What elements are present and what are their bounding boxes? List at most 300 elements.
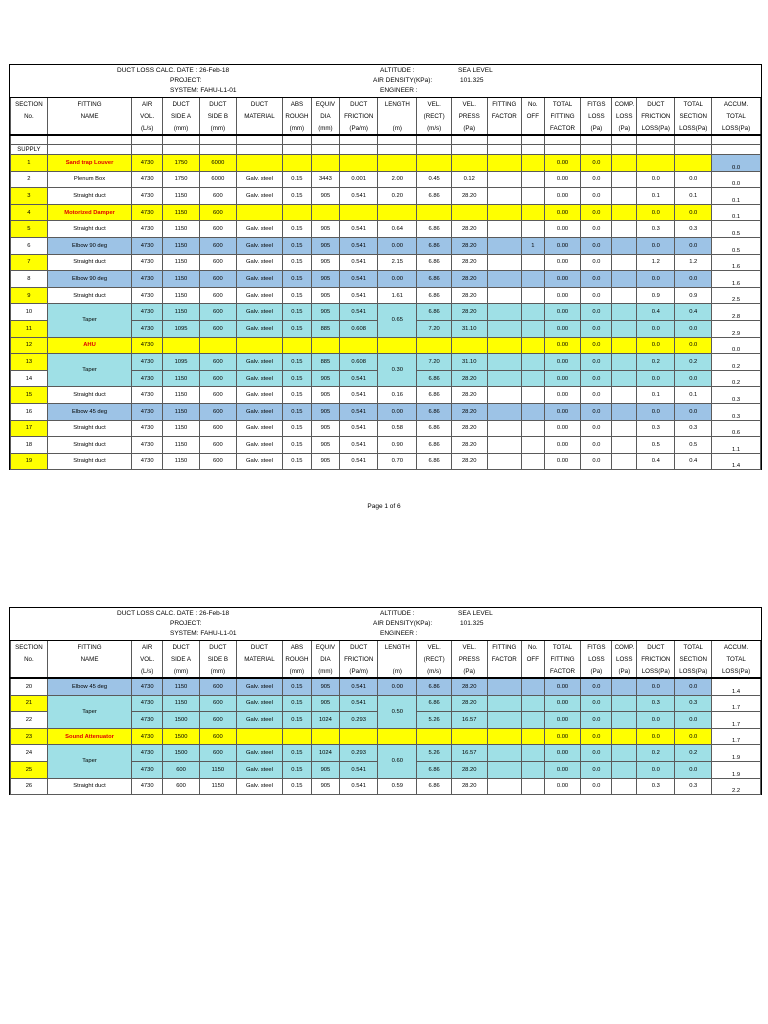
cell-velocity[interactable]: 6.86 [417,370,451,387]
cell-equiv-dia[interactable]: 905 [311,304,340,321]
cell-velocity-press[interactable]: 16.57 [451,712,487,729]
cell-equiv-dia[interactable]: 905 [311,237,340,254]
cell-total-fitting-factor[interactable]: 0.00 [544,420,581,437]
cell-duct-friction-loss[interactable]: 0.0 [637,337,675,354]
cell-no-off[interactable] [522,320,545,337]
cell-total-section-loss[interactable]: 0.0 [675,237,712,254]
cell-total-section-loss[interactable]: 0.0 [675,204,712,221]
cell-accum-total-loss[interactable]: 1.9 [712,761,761,778]
cell-duct-friction[interactable]: 0.541 [340,453,378,470]
cell-velocity-press[interactable]: 28.20 [451,221,487,238]
cell-equiv-dia[interactable]: 885 [311,320,340,337]
cell-section-no[interactable]: 4 [11,204,48,221]
cell-velocity-press[interactable]: 28.20 [451,370,487,387]
cell-velocity[interactable] [417,204,451,221]
cell-total-section-loss[interactable]: 0.3 [675,778,712,795]
cell-accum-total-loss[interactable]: 1.4 [712,453,761,470]
cell-total-section-loss[interactable] [675,155,712,172]
cell-abs-roughness[interactable]: 0.15 [283,354,312,371]
cell-duct-friction[interactable] [340,728,378,745]
cell-duct-friction-loss[interactable]: 1.2 [637,254,675,271]
cell-fitting-name[interactable]: Elbow 45 deg [47,678,131,695]
cell-velocity-press[interactable]: 28.20 [451,695,487,712]
cell-length[interactable] [378,155,417,172]
cell-section-no[interactable]: 24 [11,745,48,762]
cell-fitting-factor[interactable] [487,221,521,238]
cell-section-no[interactable]: 16 [11,403,48,420]
cell-velocity[interactable]: 6.86 [417,287,451,304]
cell-accum-total-loss[interactable]: 0.2 [712,370,761,387]
cell-total-fitting-factor[interactable]: 0.00 [544,155,581,172]
cell-total-section-loss[interactable]: 0.4 [675,304,712,321]
cell-accum-total-loss[interactable]: 1.4 [712,678,761,695]
cell-duct-side-a[interactable]: 1500 [163,712,200,729]
cell-duct-material[interactable]: Galv. steel [236,304,282,321]
cell-section-no[interactable]: 10 [11,304,48,321]
cell-duct-side-b[interactable]: 1150 [199,778,236,795]
cell-velocity-press[interactable]: 28.20 [451,304,487,321]
cell-duct-friction-loss[interactable]: 0.0 [637,403,675,420]
cell-accum-total-loss[interactable]: 0.2 [712,354,761,371]
cell-equiv-dia[interactable]: 905 [311,453,340,470]
cell-velocity[interactable]: 6.86 [417,695,451,712]
cell-velocity[interactable]: 7.20 [417,354,451,371]
cell-no-off[interactable] [522,188,545,205]
cell-abs-roughness[interactable]: 0.15 [283,370,312,387]
cell-air-volume[interactable]: 4730 [132,403,163,420]
cell-fitting-factor[interactable] [487,320,521,337]
cell-total-section-loss[interactable]: 0.9 [675,287,712,304]
cell-fitting-factor[interactable] [487,271,521,288]
cell-fitting-factor[interactable] [487,370,521,387]
cell-section-no[interactable]: 7 [11,254,48,271]
cell-length[interactable]: 2.15 [378,254,417,271]
cell-total-section-loss[interactable]: 0.2 [675,745,712,762]
cell-duct-side-b[interactable]: 600 [199,745,236,762]
cell-duct-side-a[interactable]: 600 [163,778,200,795]
cell-total-section-loss[interactable]: 0.5 [675,437,712,454]
cell-air-volume[interactable]: 4730 [132,728,163,745]
cell-total-section-loss[interactable]: 0.4 [675,453,712,470]
cell-fittings-loss[interactable]: 0.0 [581,171,612,188]
cell-comp-loss[interactable] [612,155,637,172]
cell-total-section-loss[interactable]: 0.0 [675,337,712,354]
cell-duct-material[interactable]: Galv. steel [236,761,282,778]
cell-fitting-name[interactable]: Sound Attenuator [47,728,131,745]
cell-velocity[interactable]: 6.86 [417,387,451,404]
cell-duct-material[interactable]: Galv. steel [236,403,282,420]
cell-fittings-loss[interactable]: 0.0 [581,437,612,454]
cell-air-volume[interactable]: 4730 [132,761,163,778]
cell-total-fitting-factor[interactable]: 0.00 [544,337,581,354]
cell-total-section-loss[interactable]: 0.3 [675,695,712,712]
cell-duct-side-a[interactable]: 1150 [163,304,200,321]
cell-duct-friction-loss[interactable]: 0.0 [637,204,675,221]
cell-velocity-press[interactable]: 28.20 [451,678,487,695]
cell-duct-material[interactable]: Galv. steel [236,237,282,254]
cell-abs-roughness[interactable]: 0.15 [283,237,312,254]
cell-fittings-loss[interactable]: 0.0 [581,304,612,321]
cell-total-fitting-factor[interactable]: 0.00 [544,254,581,271]
cell-length[interactable]: 0.20 [378,188,417,205]
cell-fitting-factor[interactable] [487,337,521,354]
cell-fitting-name[interactable]: Plenum Box [47,171,131,188]
cell-total-fitting-factor[interactable]: 0.00 [544,437,581,454]
cell-accum-total-loss[interactable]: 0.0 [712,171,761,188]
cell-duct-friction[interactable]: 0.541 [340,304,378,321]
cell-duct-side-b[interactable]: 600 [199,204,236,221]
cell-total-section-loss[interactable]: 0.3 [675,420,712,437]
cell-section-no[interactable]: 25 [11,761,48,778]
cell-total-fitting-factor[interactable]: 0.00 [544,204,581,221]
cell-comp-loss[interactable] [612,420,637,437]
cell-section-no[interactable]: 6 [11,237,48,254]
cell-air-volume[interactable]: 4730 [132,254,163,271]
cell-abs-roughness[interactable]: 0.15 [283,171,312,188]
cell-duct-friction[interactable] [340,337,378,354]
cell-equiv-dia[interactable] [311,728,340,745]
cell-duct-friction-loss[interactable]: 0.1 [637,188,675,205]
cell-section-no[interactable]: 21 [11,695,48,712]
cell-no-off[interactable] [522,712,545,729]
cell-length[interactable]: 0.00 [378,237,417,254]
cell-abs-roughness[interactable]: 0.15 [283,745,312,762]
cell-fittings-loss[interactable]: 0.0 [581,237,612,254]
cell-total-section-loss[interactable]: 1.2 [675,254,712,271]
cell-no-off[interactable] [522,254,545,271]
cell-fittings-loss[interactable]: 0.0 [581,204,612,221]
cell-duct-side-a[interactable]: 1150 [163,420,200,437]
cell-section-no[interactable]: 18 [11,437,48,454]
cell-total-section-loss[interactable]: 0.1 [675,387,712,404]
cell-accum-total-loss[interactable]: 0.6 [712,420,761,437]
cell-section-no[interactable]: 9 [11,287,48,304]
cell-duct-material[interactable] [236,728,282,745]
cell-velocity[interactable]: 6.86 [417,254,451,271]
cell-fitting-factor[interactable] [487,712,521,729]
cell-air-volume[interactable]: 4730 [132,287,163,304]
cell-abs-roughness[interactable]: 0.15 [283,778,312,795]
cell-duct-friction-loss[interactable]: 0.2 [637,354,675,371]
cell-abs-roughness[interactable]: 0.15 [283,304,312,321]
cell-fittings-loss[interactable]: 0.0 [581,320,612,337]
cell-velocity-press[interactable] [451,337,487,354]
cell-accum-total-loss[interactable]: 1.1 [712,437,761,454]
cell-duct-material[interactable]: Galv. steel [236,437,282,454]
cell-duct-side-b[interactable]: 600 [199,420,236,437]
cell-total-section-loss[interactable]: 0.0 [675,403,712,420]
cell-abs-roughness[interactable]: 0.15 [283,678,312,695]
cell-duct-friction[interactable]: 0.541 [340,254,378,271]
cell-duct-friction-loss[interactable] [637,155,675,172]
cell-duct-material[interactable]: Galv. steel [236,778,282,795]
cell-duct-side-b[interactable]: 600 [199,437,236,454]
cell-duct-friction[interactable]: 0.541 [340,420,378,437]
cell-no-off[interactable] [522,287,545,304]
cell-comp-loss[interactable] [612,728,637,745]
cell-comp-loss[interactable] [612,287,637,304]
cell-duct-friction-loss[interactable]: 0.9 [637,287,675,304]
cell-section-no[interactable]: 23 [11,728,48,745]
cell-duct-friction-loss[interactable]: 0.0 [637,712,675,729]
cell-velocity[interactable]: 6.86 [417,420,451,437]
cell-length[interactable]: 0.90 [378,437,417,454]
cell-total-fitting-factor[interactable]: 0.00 [544,778,581,795]
cell-no-off[interactable] [522,678,545,695]
cell-duct-friction-loss[interactable]: 0.5 [637,437,675,454]
cell-velocity[interactable]: 6.86 [417,237,451,254]
cell-fitting-name[interactable]: Sand trap Louver [47,155,131,172]
cell-duct-material[interactable]: Galv. steel [236,695,282,712]
cell-air-volume[interactable]: 4730 [132,320,163,337]
cell-no-off[interactable]: 1 [522,237,545,254]
cell-fitting-name[interactable]: Straight duct [47,437,131,454]
cell-duct-friction[interactable]: 0.293 [340,745,378,762]
cell-velocity-press[interactable] [451,728,487,745]
cell-duct-friction[interactable]: 0.541 [340,188,378,205]
cell-fitting-factor[interactable] [487,387,521,404]
cell-no-off[interactable] [522,354,545,371]
cell-total-fitting-factor[interactable]: 0.00 [544,678,581,695]
cell-equiv-dia[interactable]: 905 [311,403,340,420]
cell-duct-friction-loss[interactable]: 0.2 [637,745,675,762]
cell-equiv-dia[interactable]: 3443 [311,171,340,188]
cell-duct-side-a[interactable]: 1095 [163,320,200,337]
cell-length[interactable]: 1.61 [378,287,417,304]
cell-fittings-loss[interactable]: 0.0 [581,337,612,354]
cell-total-fitting-factor[interactable]: 0.00 [544,761,581,778]
cell-air-volume[interactable]: 4730 [132,354,163,371]
cell-duct-side-b[interactable]: 600 [199,728,236,745]
cell-fittings-loss[interactable]: 0.0 [581,155,612,172]
cell-no-off[interactable] [522,437,545,454]
cell-equiv-dia[interactable]: 905 [311,387,340,404]
cell-duct-material[interactable]: Galv. steel [236,271,282,288]
cell-total-fitting-factor[interactable]: 0.00 [544,271,581,288]
cell-velocity[interactable]: 6.86 [417,271,451,288]
cell-length[interactable] [378,337,417,354]
cell-total-fitting-factor[interactable]: 0.00 [544,221,581,238]
cell-total-fitting-factor[interactable]: 0.00 [544,354,581,371]
cell-air-volume[interactable]: 4730 [132,171,163,188]
cell-duct-material[interactable]: Galv. steel [236,712,282,729]
cell-duct-friction-loss[interactable]: 0.0 [637,678,675,695]
cell-fittings-loss[interactable]: 0.0 [581,761,612,778]
cell-accum-total-loss[interactable]: 0.0 [712,155,761,172]
cell-duct-friction[interactable]: 0.541 [340,678,378,695]
cell-fittings-loss[interactable]: 0.0 [581,778,612,795]
cell-velocity[interactable]: 7.20 [417,320,451,337]
cell-duct-friction[interactable]: 0.541 [340,778,378,795]
cell-duct-material[interactable]: Galv. steel [236,420,282,437]
cell-fittings-loss[interactable]: 0.0 [581,271,612,288]
cell-fitting-factor[interactable] [487,761,521,778]
cell-section-no[interactable]: 22 [11,712,48,729]
cell-length[interactable]: 0.59 [378,778,417,795]
cell-velocity-press[interactable]: 31.10 [451,354,487,371]
cell-duct-side-b[interactable]: 600 [199,370,236,387]
cell-fitting-factor[interactable] [487,778,521,795]
cell-fitting-factor[interactable] [487,437,521,454]
cell-total-fitting-factor[interactable]: 0.00 [544,320,581,337]
cell-abs-roughness[interactable]: 0.15 [283,320,312,337]
cell-duct-friction-loss[interactable]: 0.0 [637,271,675,288]
cell-duct-material[interactable]: Galv. steel [236,188,282,205]
cell-duct-side-b[interactable] [199,337,236,354]
cell-accum-total-loss[interactable]: 2.9 [712,320,761,337]
cell-fittings-loss[interactable]: 0.0 [581,254,612,271]
cell-duct-material[interactable] [236,155,282,172]
cell-air-volume[interactable]: 4730 [132,188,163,205]
cell-duct-friction[interactable]: 0.541 [340,695,378,712]
cell-comp-loss[interactable] [612,354,637,371]
cell-duct-side-a[interactable]: 1500 [163,728,200,745]
cell-duct-side-b[interactable]: 600 [199,712,236,729]
cell-duct-side-b[interactable]: 600 [199,403,236,420]
cell-air-volume[interactable]: 4730 [132,304,163,321]
cell-equiv-dia[interactable]: 905 [311,778,340,795]
cell-accum-total-loss[interactable]: 0.3 [712,403,761,420]
cell-duct-friction[interactable] [340,155,378,172]
cell-length[interactable]: 0.58 [378,420,417,437]
cell-duct-material[interactable]: Galv. steel [236,745,282,762]
cell-velocity-press[interactable] [451,204,487,221]
cell-equiv-dia[interactable]: 905 [311,254,340,271]
cell-total-fitting-factor[interactable]: 0.00 [544,304,581,321]
cell-total-fitting-factor[interactable]: 0.00 [544,695,581,712]
cell-velocity[interactable]: 6.86 [417,761,451,778]
cell-accum-total-loss[interactable]: 2.5 [712,287,761,304]
cell-equiv-dia[interactable]: 905 [311,188,340,205]
cell-no-off[interactable] [522,337,545,354]
cell-no-off[interactable] [522,728,545,745]
cell-duct-friction[interactable]: 0.541 [340,370,378,387]
cell-fitting-factor[interactable] [487,304,521,321]
cell-abs-roughness[interactable]: 0.15 [283,287,312,304]
cell-duct-material[interactable]: Galv. steel [236,221,282,238]
cell-total-section-loss[interactable]: 0.3 [675,221,712,238]
cell-no-off[interactable] [522,155,545,172]
cell-accum-total-loss[interactable]: 1.7 [712,728,761,745]
cell-fitting-name[interactable]: Straight duct [47,453,131,470]
cell-comp-loss[interactable] [612,237,637,254]
cell-total-fitting-factor[interactable]: 0.00 [544,728,581,745]
cell-fitting-name[interactable]: Straight duct [47,420,131,437]
cell-equiv-dia[interactable]: 905 [311,695,340,712]
cell-fitting-factor[interactable] [487,695,521,712]
cell-fittings-loss[interactable]: 0.0 [581,678,612,695]
cell-velocity[interactable]: 0.45 [417,171,451,188]
cell-duct-friction[interactable] [340,204,378,221]
cell-fittings-loss[interactable]: 0.0 [581,728,612,745]
cell-duct-side-a[interactable]: 600 [163,761,200,778]
cell-duct-friction[interactable]: 0.541 [340,761,378,778]
cell-accum-total-loss[interactable]: 2.2 [712,778,761,795]
cell-no-off[interactable] [522,403,545,420]
cell-air-volume[interactable]: 4730 [132,695,163,712]
cell-duct-side-b[interactable]: 600 [199,254,236,271]
cell-duct-side-b[interactable]: 600 [199,695,236,712]
cell-total-fitting-factor[interactable]: 0.00 [544,403,581,420]
cell-abs-roughness[interactable]: 0.15 [283,387,312,404]
cell-fitting-factor[interactable] [487,403,521,420]
cell-total-section-loss[interactable]: 0.1 [675,188,712,205]
cell-velocity[interactable]: 5.26 [417,712,451,729]
cell-abs-roughness[interactable]: 0.15 [283,271,312,288]
cell-abs-roughness[interactable] [283,204,312,221]
cell-fitting-factor[interactable] [487,155,521,172]
cell-no-off[interactable] [522,778,545,795]
cell-total-fitting-factor[interactable]: 0.00 [544,370,581,387]
cell-fitting-factor[interactable] [487,728,521,745]
cell-duct-material[interactable]: Galv. steel [236,678,282,695]
cell-fittings-loss[interactable]: 0.0 [581,695,612,712]
cell-duct-side-a[interactable]: 1150 [163,188,200,205]
cell-duct-side-b[interactable]: 600 [199,188,236,205]
cell-fitting-name[interactable]: Straight duct [47,387,131,404]
cell-air-volume[interactable]: 4730 [132,437,163,454]
cell-duct-side-b[interactable]: 600 [199,287,236,304]
cell-fitting-factor[interactable] [487,204,521,221]
cell-fitting-name[interactable]: Taper [47,745,131,778]
cell-comp-loss[interactable] [612,403,637,420]
cell-abs-roughness[interactable]: 0.15 [283,188,312,205]
cell-duct-material[interactable]: Galv. steel [236,287,282,304]
cell-section-no[interactable]: 26 [11,778,48,795]
cell-fitting-name[interactable]: Taper [47,304,131,337]
cell-fitting-name[interactable]: Taper [47,354,131,387]
cell-velocity-press[interactable]: 28.20 [451,188,487,205]
cell-total-fitting-factor[interactable]: 0.00 [544,171,581,188]
cell-duct-side-b[interactable]: 600 [199,271,236,288]
cell-equiv-dia[interactable]: 905 [311,221,340,238]
cell-velocity[interactable] [417,728,451,745]
cell-accum-total-loss[interactable]: 2.8 [712,304,761,321]
cell-section-no[interactable]: 3 [11,188,48,205]
cell-section-no[interactable]: 5 [11,221,48,238]
cell-fitting-name[interactable]: Straight duct [47,778,131,795]
cell-length[interactable]: 0.50 [378,695,417,728]
cell-velocity[interactable]: 6.86 [417,778,451,795]
cell-duct-friction-loss[interactable]: 0.3 [637,221,675,238]
cell-no-off[interactable] [522,761,545,778]
cell-velocity-press[interactable]: 28.20 [451,420,487,437]
cell-accum-total-loss[interactable]: 0.5 [712,221,761,238]
cell-fitting-factor[interactable] [487,354,521,371]
cell-fitting-name[interactable]: Elbow 90 deg [47,271,131,288]
cell-abs-roughness[interactable]: 0.15 [283,712,312,729]
cell-no-off[interactable] [522,420,545,437]
cell-duct-friction[interactable]: 0.541 [340,221,378,238]
cell-fittings-loss[interactable]: 0.0 [581,221,612,238]
cell-duct-friction[interactable]: 0.541 [340,403,378,420]
cell-duct-friction[interactable]: 0.541 [340,387,378,404]
cell-equiv-dia[interactable]: 905 [311,271,340,288]
cell-duct-friction-loss[interactable]: 0.4 [637,304,675,321]
cell-duct-side-b[interactable]: 600 [199,221,236,238]
cell-fittings-loss[interactable]: 0.0 [581,387,612,404]
cell-total-fitting-factor[interactable]: 0.00 [544,387,581,404]
cell-duct-friction-loss[interactable]: 0.0 [637,728,675,745]
cell-fitting-name[interactable]: Straight duct [47,254,131,271]
cell-fittings-loss[interactable]: 0.0 [581,370,612,387]
cell-fitting-factor[interactable] [487,420,521,437]
cell-fitting-factor[interactable] [487,745,521,762]
cell-air-volume[interactable]: 4730 [132,712,163,729]
cell-air-volume[interactable]: 4730 [132,420,163,437]
cell-comp-loss[interactable] [612,437,637,454]
cell-section-no[interactable]: 12 [11,337,48,354]
